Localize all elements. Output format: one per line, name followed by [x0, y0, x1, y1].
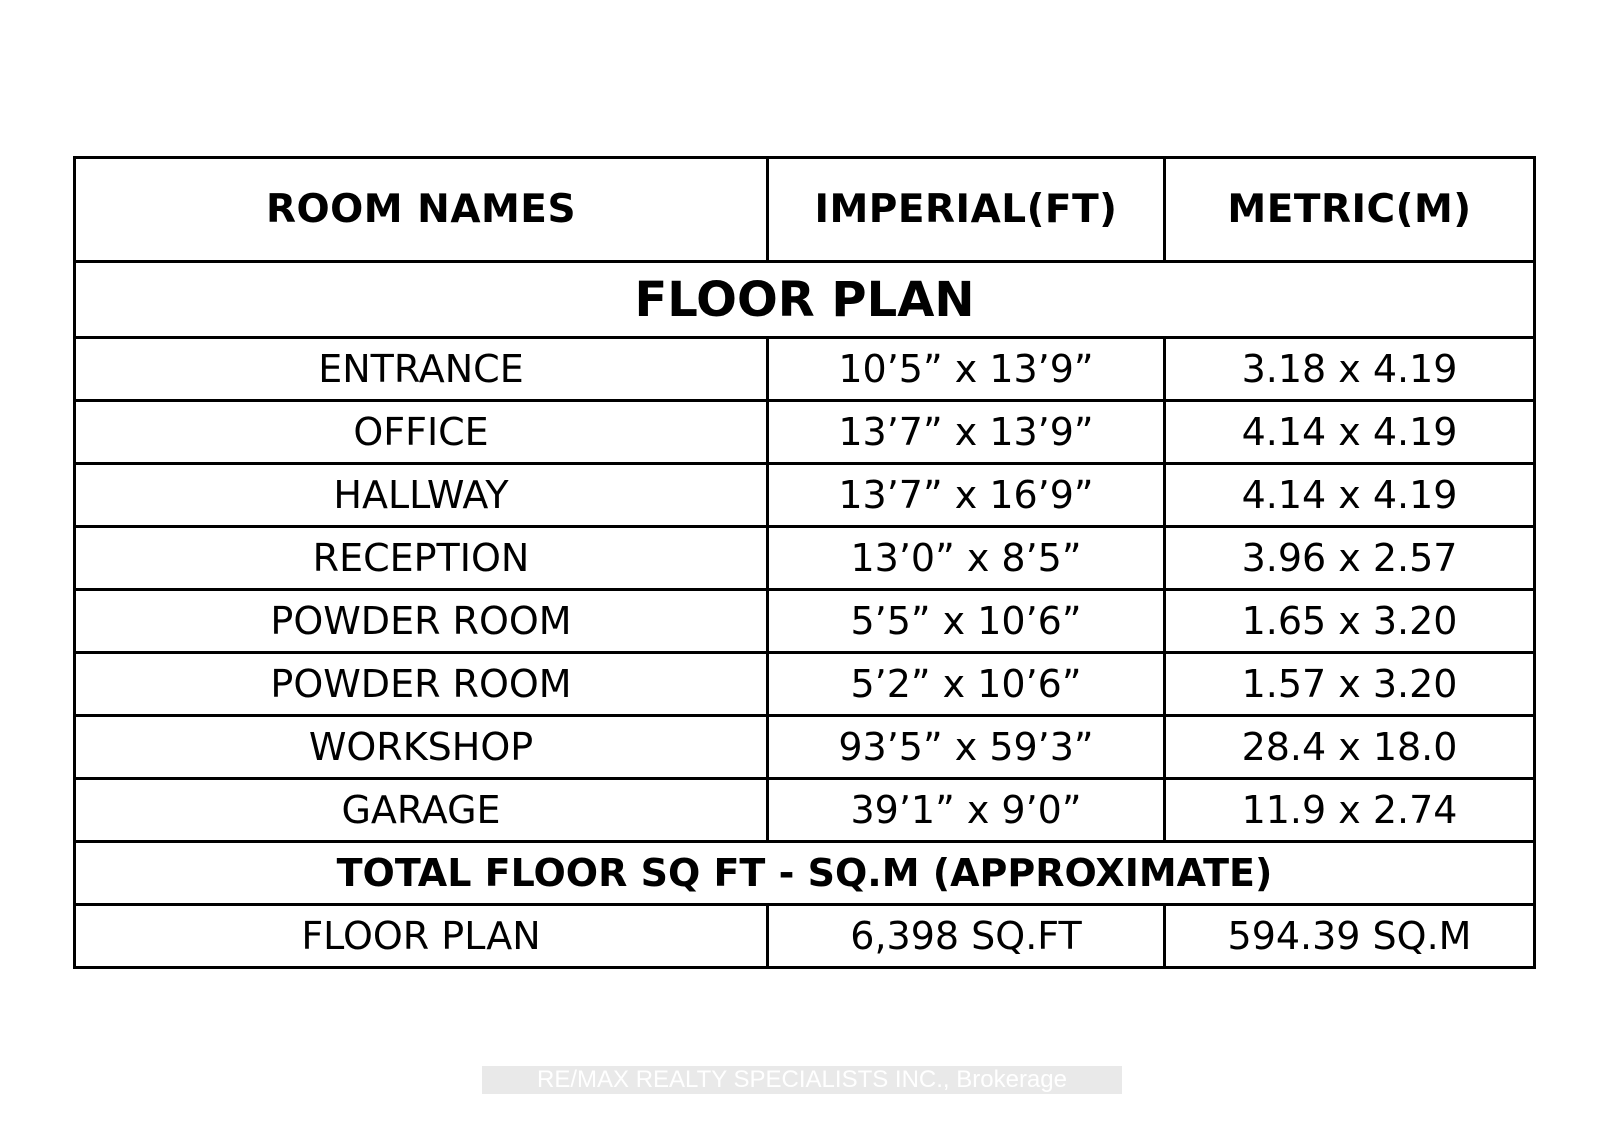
total-title: TOTAL FLOOR SQ FT - SQ.M (APPROXIMATE): [75, 842, 1535, 905]
table-row: [75, 338, 1535, 401]
imperial-cell: 13’7” x 16’9”: [768, 464, 1165, 527]
section-title-row: [75, 262, 1535, 338]
room-name-cell: OFFICE: [75, 401, 768, 464]
imperial-cell: 93’5” x 59’3”: [768, 716, 1165, 779]
table-row: [75, 527, 1535, 590]
header-room-names: ROOM NAMES: [75, 158, 768, 262]
room-dimensions-sheet: [73, 156, 1533, 969]
total-imperial-cell: 6,398 SQ.FT: [768, 905, 1165, 968]
room-name-cell: GARAGE: [75, 779, 768, 842]
room-name-cell: WORKSHOP: [75, 716, 768, 779]
header-imperial: IMPERIAL(FT): [768, 158, 1165, 262]
table-header-row: [75, 158, 1535, 262]
metric-cell: 3.18 x 4.19: [1165, 338, 1535, 401]
metric-cell: 4.14 x 4.19: [1165, 464, 1535, 527]
total-name-cell: FLOOR PLAN: [75, 905, 768, 968]
room-name-cell: HALLWAY: [75, 464, 768, 527]
section-title: FLOOR PLAN: [75, 262, 1535, 338]
table-row: [75, 779, 1535, 842]
table-row: [75, 401, 1535, 464]
imperial-cell: 13’7” x 13’9”: [768, 401, 1165, 464]
imperial-cell: 5’5” x 10’6”: [768, 590, 1165, 653]
imperial-cell: 10’5” x 13’9”: [768, 338, 1165, 401]
imperial-cell: 13’0” x 8’5”: [768, 527, 1165, 590]
metric-cell: 28.4 x 18.0: [1165, 716, 1535, 779]
room-name-cell: RECEPTION: [75, 527, 768, 590]
metric-cell: 11.9 x 2.74: [1165, 779, 1535, 842]
room-dimensions-table: [73, 156, 1536, 969]
metric-cell: 1.65 x 3.20: [1165, 590, 1535, 653]
table-row: [75, 653, 1535, 716]
metric-cell: 1.57 x 3.20: [1165, 653, 1535, 716]
metric-cell: 4.14 x 4.19: [1165, 401, 1535, 464]
total-title-row: [75, 842, 1535, 905]
table-row: [75, 464, 1535, 527]
metric-cell: 3.96 x 2.57: [1165, 527, 1535, 590]
brokerage-watermark: RE/MAX REALTY SPECIALISTS INC., Brokerage: [482, 1066, 1122, 1094]
room-name-cell: ENTRANCE: [75, 338, 768, 401]
imperial-cell: 39’1” x 9’0”: [768, 779, 1165, 842]
room-name-cell: POWDER ROOM: [75, 653, 768, 716]
imperial-cell: 5’2” x 10’6”: [768, 653, 1165, 716]
header-metric: METRIC(M): [1165, 158, 1535, 262]
table-row: [75, 716, 1535, 779]
total-metric-cell: 594.39 SQ.M: [1165, 905, 1535, 968]
table-row: [75, 590, 1535, 653]
room-name-cell: POWDER ROOM: [75, 590, 768, 653]
total-row: [75, 905, 1535, 968]
